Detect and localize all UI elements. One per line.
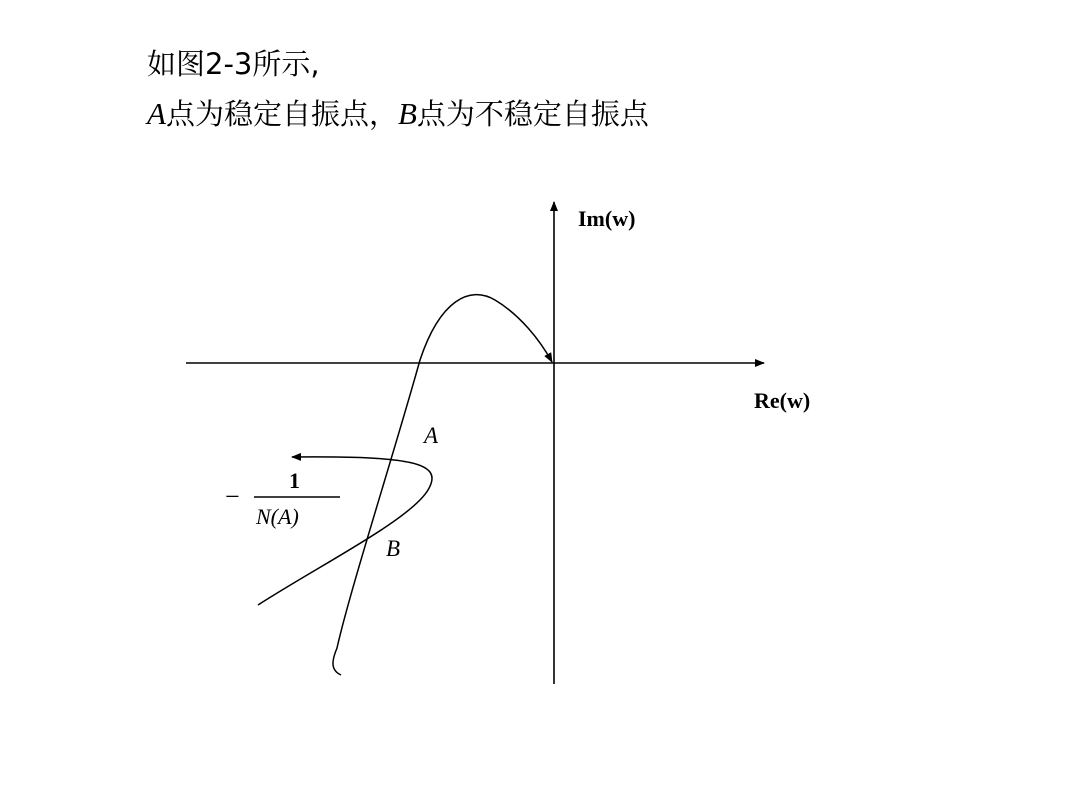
- point-b-label: B: [386, 536, 401, 561]
- caption-stable-text: 点为稳定自振点，: [165, 97, 398, 131]
- caption-point-b: B: [397, 96, 417, 131]
- curve-label-minus: −: [225, 482, 240, 511]
- curve-label-denominator: N(A): [256, 504, 299, 529]
- caption-unstable-text: 点为不稳定自振点: [416, 97, 649, 131]
- real-axis-label: Re(w): [754, 388, 811, 413]
- frequency-response-curve: [333, 295, 552, 675]
- point-a-label: A: [424, 423, 439, 448]
- describing-function-curve: [258, 457, 432, 605]
- imaginary-axis-label: Im(w): [578, 206, 636, 231]
- caption-figure-reference: 如图2-3所示,: [147, 47, 320, 81]
- caption-point-a: A: [147, 96, 166, 131]
- curve-label-numerator: 1: [289, 468, 300, 493]
